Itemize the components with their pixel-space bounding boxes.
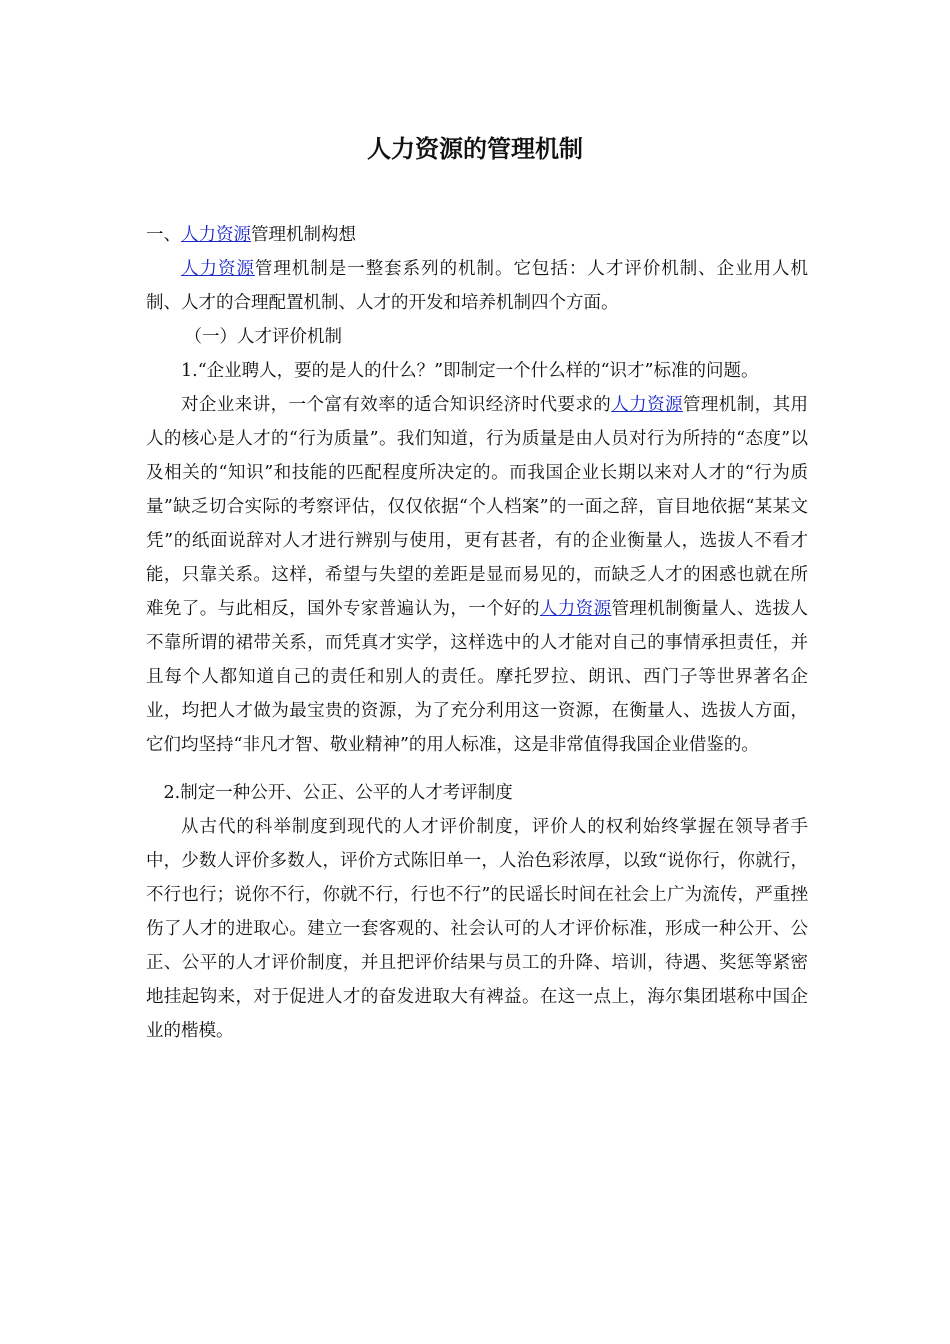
intro-paragraph xyxy=(146,252,808,320)
appraisal-paragraph: 从古代的科举制度到现代的人才评价制度，评价人的权利始终掌握在领导者手中，少数人评价多数人，评价方式陈旧单一，人治色彩浓厚，以致“说你行，你就行，不行也行；说你不行，你就不行，行也不行”的民谣长时间在社会上广为流传，严重挫伤了人才的进取心。建立一套客观的、社会认可的人才评价标准，形成一种公开、公正、公平的人才评价制度，并且把评价结果与员工的升降、培训，待遇、奖惩等紧密地挂起钩来，对于促进人才的奋发进取大有裨益。在这一点上，海尔集团堪称中国企业的楷模。 xyxy=(146,817,808,1041)
intro-paragraph-text: 管理机制是一整套系列的机制。它包括：人才评价机制、企业用人机制、人才的合理配置机制、人才的开发和培养机制四个方面。 xyxy=(146,259,809,313)
evaluation-text-part3: 管理机制衡量人、选拔人不靠所谓的裙带关系，而凭真才实学，这样选中的人才能对自己的事情承担责任，并且每个人都知道自己的责任和别人的责任。摩托罗拉、朗讯、西门子等世界著名企业，均把人才做为最宝贵的资源，为了充分利用这一资源，在衡量人、选拔人方面，它们均坚持“非凡才智、敬业精神”的用人标准，这是非常值得我国企业借鉴的。 xyxy=(146,599,809,755)
document-title: 人力资源的管理机制 xyxy=(367,134,583,163)
evaluation-text-part1: 对企业来讲，一个富有效率的适合知识经济时代要求的 xyxy=(181,395,612,415)
subsection-heading: （一）人才评价机制 xyxy=(184,327,342,347)
evaluation-text-part2: 管理机制，其用人的核心是人才的“行为质量”。我们知道，行为质量是由人员对行为所持的“态度”以及相关的“知识”和技能的匹配程度所决定的。而我国企业长期以来对人才的“行为质量”缺乏切合实际的考察评估，仅仅依据“个人档案”的一面之辞，盲目地依据“某某文凭”的纸面说辞对人才进行辨别与使用，更有甚者，有的企业衡量人，选拔人不看才能，只靠关系。这样，希望与失望的差距是显而易见的，而缺乏人才的困惑也就在所难免了。与此相反，国外专家普遍认为，一个好的 xyxy=(146,395,809,619)
evaluation-paragraph xyxy=(146,388,808,762)
section-heading-text: 管理机制构想 xyxy=(251,225,356,245)
section-number: 一、 xyxy=(146,225,181,245)
numbered-item-1: 1.“企业聘人，要的是人的什么？”即制定一个什么样的“识才”标准的问题。 xyxy=(181,361,759,381)
document-body xyxy=(146,218,808,1048)
hr-link[interactable]: 人力资源 xyxy=(181,225,251,245)
section-heading-1 xyxy=(146,218,808,252)
hr-link[interactable]: 人力资源 xyxy=(611,395,683,415)
hr-link[interactable]: 人力资源 xyxy=(181,259,255,279)
numbered-item-2: 2.制定一种公开、公正、公平的人才考评制度 xyxy=(163,783,513,803)
hr-link[interactable]: 人力资源 xyxy=(539,599,612,619)
